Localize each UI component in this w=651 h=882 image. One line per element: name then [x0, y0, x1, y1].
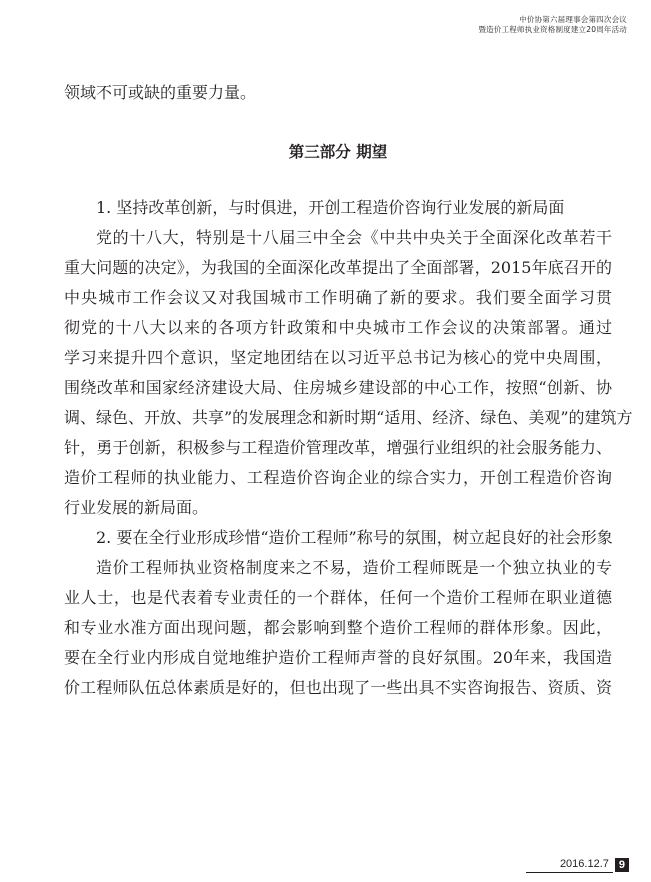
running-header-line-2: 暨造价工程师执业资格制度建立20周年活动	[478, 25, 627, 34]
paragraph-line: 行业发展的新局面。	[64, 498, 209, 517]
paragraph-line: 围绕改革和国家经济建设大局、住房城乡建设部的中心工作，按照“创新、协	[64, 378, 612, 397]
paragraph-line: 造价工程师的执业能力、工程造价咨询企业的综合实力，开创工程造价咨询	[64, 468, 612, 487]
paragraph-line: 业人士，也是代表着专业责任的一个群体，任何一个造价工程师在职业道德	[64, 588, 612, 607]
footer-date: 2016.12.7	[526, 857, 613, 873]
subheading-1: 1. 坚持改革创新，与时俱进，开创工程造价咨询行业发展的新局面	[96, 198, 565, 217]
page-footer	[526, 857, 629, 873]
paragraph-line-continued: 领域不可或缺的重要力量。	[64, 83, 257, 102]
page-body	[64, 79, 633, 704]
paragraph-line: 学习来提升四个意识，坚定地团结在以习近平总书记为核心的党中央周围，	[64, 348, 612, 367]
paragraph-line: 党的十八大，特别是十八届三中全会《中共中央关于全面深化改革若干	[96, 228, 612, 247]
paragraph-line: 重大问题的决定》，为我国的全面深化改革提出了全面部署，2015年底召开的	[64, 258, 612, 277]
subheading-2: 2. 要在全行业形成珍惜“造价工程师”称号的氛围，树立起良好的社会形象	[96, 528, 613, 547]
running-header	[478, 15, 627, 35]
section-title: 第三部分 期望	[288, 143, 388, 161]
paragraph-line: 要在全行业内形成自觉地维护造价工程师声誉的良好氛围。20年来，我国造	[64, 648, 612, 667]
paragraph-line: 针，勇于创新，积极参与工程造价管理改革，增强行业组织的社会服务能力、	[64, 438, 612, 457]
paragraph-line: 和专业水准方面出现问题，都会影响到整个造价工程师的群体形象。因此，	[64, 618, 612, 637]
page-number: 9	[615, 858, 629, 872]
running-header-line-1: 中价协第六届理事会第四次会议	[519, 15, 627, 24]
paragraph-line: 价工程师队伍总体素质是好的，但也出现了一些出具不实咨询报告、资质、资	[64, 678, 612, 697]
paragraph-line: 造价工程师执业资格制度来之不易，造价工程师既是一个独立执业的专	[96, 558, 612, 577]
paragraph-line: 中央城市工作会议又对我国城市工作明确了新的要求。我们要全面学习贯	[64, 288, 612, 307]
paragraph-line: 彻党的十八大以来的各项方针政策和中央城市工作会议的决策部署。通过	[64, 318, 612, 337]
paragraph-line: 调、绿色、开放、共享”的发展理念和新时期“适用、经济、绿色、美观”的建筑方	[64, 408, 633, 427]
